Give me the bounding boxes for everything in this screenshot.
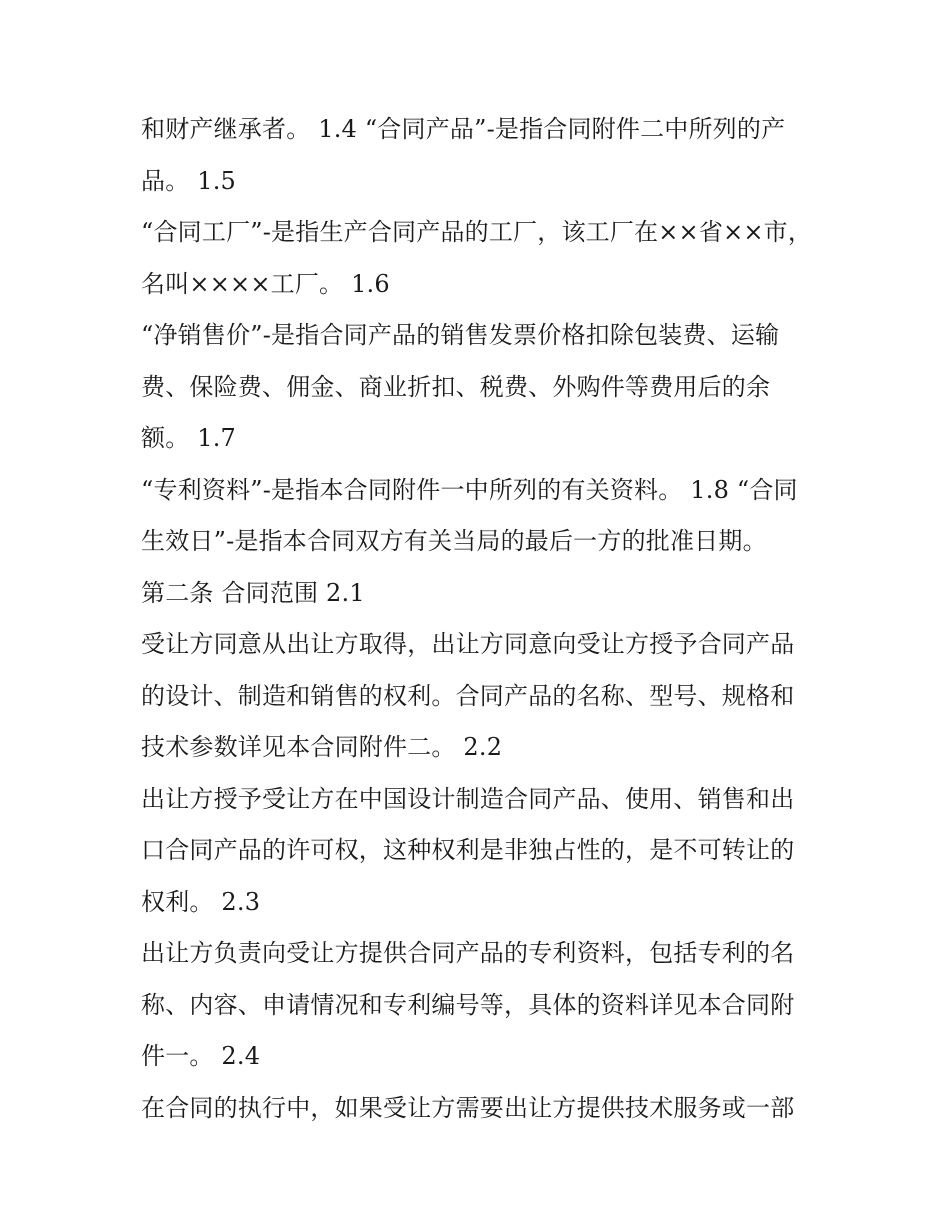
text-line: 和财产继承者。 1.4 “合同产品”-是指合同附件二中所列的产: [141, 115, 786, 143]
text-line: 生效日”-是指本合同双方有关当局的最后一方的批准日期。: [141, 527, 767, 555]
text-line: 名叫××××工厂。 1.6: [141, 269, 390, 298]
document-body: [141, 104, 821, 1134]
text-line: “净销售价”-是指合同产品的销售发票价格扣除包装费、运输: [141, 321, 780, 349]
text-line: 出让方负责向受让方提供合同产品的专利资料，包括专利的名: [141, 939, 795, 967]
text-line: 在合同的执行中，如果受让方需要出让方提供技术服务或一部: [141, 1093, 795, 1122]
text-line: 品。 1.5: [141, 166, 236, 195]
text-line: “合同工厂”-是指生产合同产品的工厂，该工厂在××省××市，: [141, 218, 813, 246]
text-line: 技术参数详见本合同附件二。 2.2: [141, 733, 503, 761]
text-line: 受让方同意从出让方取得，出让方同意向受让方授予合同产品: [141, 630, 795, 658]
text-line: 权利。 2.3: [141, 887, 261, 916]
text-line: 件一。 2.4: [141, 1042, 261, 1070]
text-line: 出让方授予受让方在中国设计制造合同产品、使用、销售和出: [141, 784, 795, 813]
text-line: 费、保险费、佣金、商业折扣、税费、外购件等费用后的余: [141, 372, 771, 401]
text-line: 称、内容、申请情况和专利编号等，具体的资料详见本合同附: [141, 990, 795, 1019]
text-line: 口合同产品的许可权，这种权利是非独占性的，是不可转让的: [141, 836, 795, 864]
section-heading: 第二条 合同范围 2.1: [141, 578, 365, 607]
text-line: 的设计、制造和销售的权利。合同产品的名称、型号、规格和: [141, 681, 795, 710]
text-line: 额。 1.7: [141, 424, 236, 452]
text-line: “专利资料”-是指本合同附件一中所列的有关资料。 1.8 “合同: [141, 475, 798, 504]
